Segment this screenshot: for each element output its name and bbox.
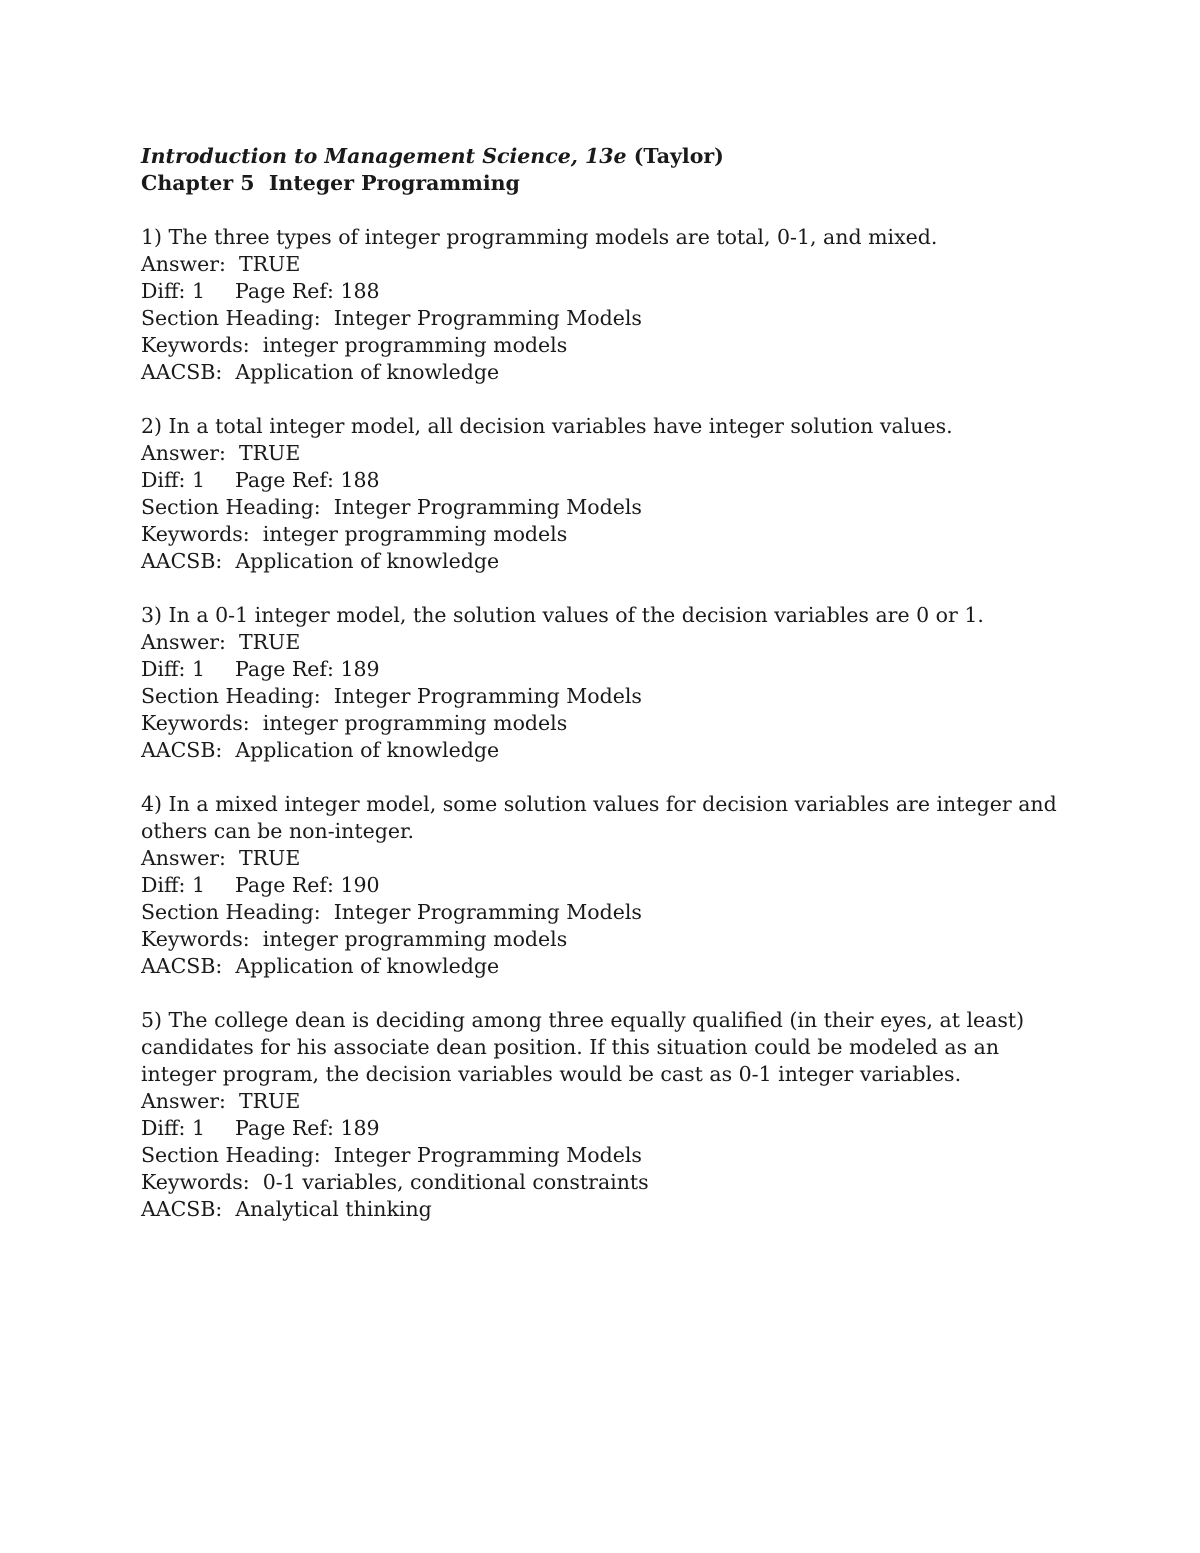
document-header xyxy=(141,143,1061,197)
diff-line xyxy=(141,1115,1061,1142)
aacsb: AACSB: Application of knowledge xyxy=(141,954,500,978)
aacsb: AACSB: Application of knowledge xyxy=(141,738,500,762)
answer-line: Answer: TRUE xyxy=(141,846,301,870)
aacsb: AACSB: Application of knowledge xyxy=(141,360,500,384)
difficulty: Diff: 1 xyxy=(141,1116,206,1140)
keywords: Keywords: integer programming models xyxy=(141,711,568,735)
keywords: Keywords: integer programming models xyxy=(141,522,568,546)
page-ref: Page Ref: 188 xyxy=(235,279,380,303)
keywords: Keywords: integer programming models xyxy=(141,333,568,357)
diff-line xyxy=(141,656,1061,683)
question-text: 3) In a 0-1 integer model, the solution values of the decision variables are 0 or 1. xyxy=(141,603,984,627)
page-ref: Page Ref: 189 xyxy=(235,1116,380,1140)
section-heading: Section Heading: Integer Programming Models xyxy=(141,495,642,519)
question-item xyxy=(141,602,1061,764)
diff-line xyxy=(141,467,1061,494)
answer-line: Answer: TRUE xyxy=(141,1089,301,1113)
section-heading: Section Heading: Integer Programming Models xyxy=(141,900,642,924)
question-item xyxy=(141,1007,1061,1223)
question-item xyxy=(141,413,1061,575)
answer-line: Answer: TRUE xyxy=(141,252,301,276)
difficulty: Diff: 1 xyxy=(141,468,206,492)
keywords: Keywords: 0-1 variables, conditional constraints xyxy=(141,1170,649,1194)
diff-line xyxy=(141,872,1061,899)
section-heading: Section Heading: Integer Programming Models xyxy=(141,684,642,708)
page-ref: Page Ref: 188 xyxy=(235,468,380,492)
aacsb: AACSB: Application of knowledge xyxy=(141,549,500,573)
question-text: 2) In a total integer model, all decision variables have integer solution values. xyxy=(141,414,953,438)
section-heading: Section Heading: Integer Programming Models xyxy=(141,306,642,330)
page-ref: Page Ref: 190 xyxy=(235,873,380,897)
answer-line: Answer: TRUE xyxy=(141,441,301,465)
difficulty: Diff: 1 xyxy=(141,873,206,897)
diff-line xyxy=(141,278,1061,305)
difficulty: Diff: 1 xyxy=(141,279,206,303)
question-item xyxy=(141,791,1061,980)
question-item xyxy=(141,224,1061,386)
answer-line: Answer: TRUE xyxy=(141,630,301,654)
keywords: Keywords: integer programming models xyxy=(141,927,568,951)
book-author: (Taylor) xyxy=(633,144,724,168)
book-title-line xyxy=(141,143,1061,170)
chapter-title: Chapter 5 Integer Programming xyxy=(141,171,520,195)
page-ref: Page Ref: 189 xyxy=(235,657,380,681)
document-page xyxy=(141,143,1061,1250)
aacsb: AACSB: Analytical thinking xyxy=(141,1197,432,1221)
section-heading: Section Heading: Integer Programming Models xyxy=(141,1143,642,1167)
difficulty: Diff: 1 xyxy=(141,657,206,681)
question-text: 4) In a mixed integer model, some solution values for decision variables are integer and others can be non-integer. xyxy=(141,792,1057,843)
book-title: Introduction to Management Science, 13e xyxy=(141,144,627,168)
question-text: 1) The three types of integer programming models are total, 0-1, and mixed. xyxy=(141,225,938,249)
question-text: 5) The college dean is deciding among three equally qualified (in their eyes, at least) candidates for his associate dean position. If this situation could be modeled as an integer program, the decision variables would be cast as 0-1 integer variables. xyxy=(141,1008,1025,1086)
